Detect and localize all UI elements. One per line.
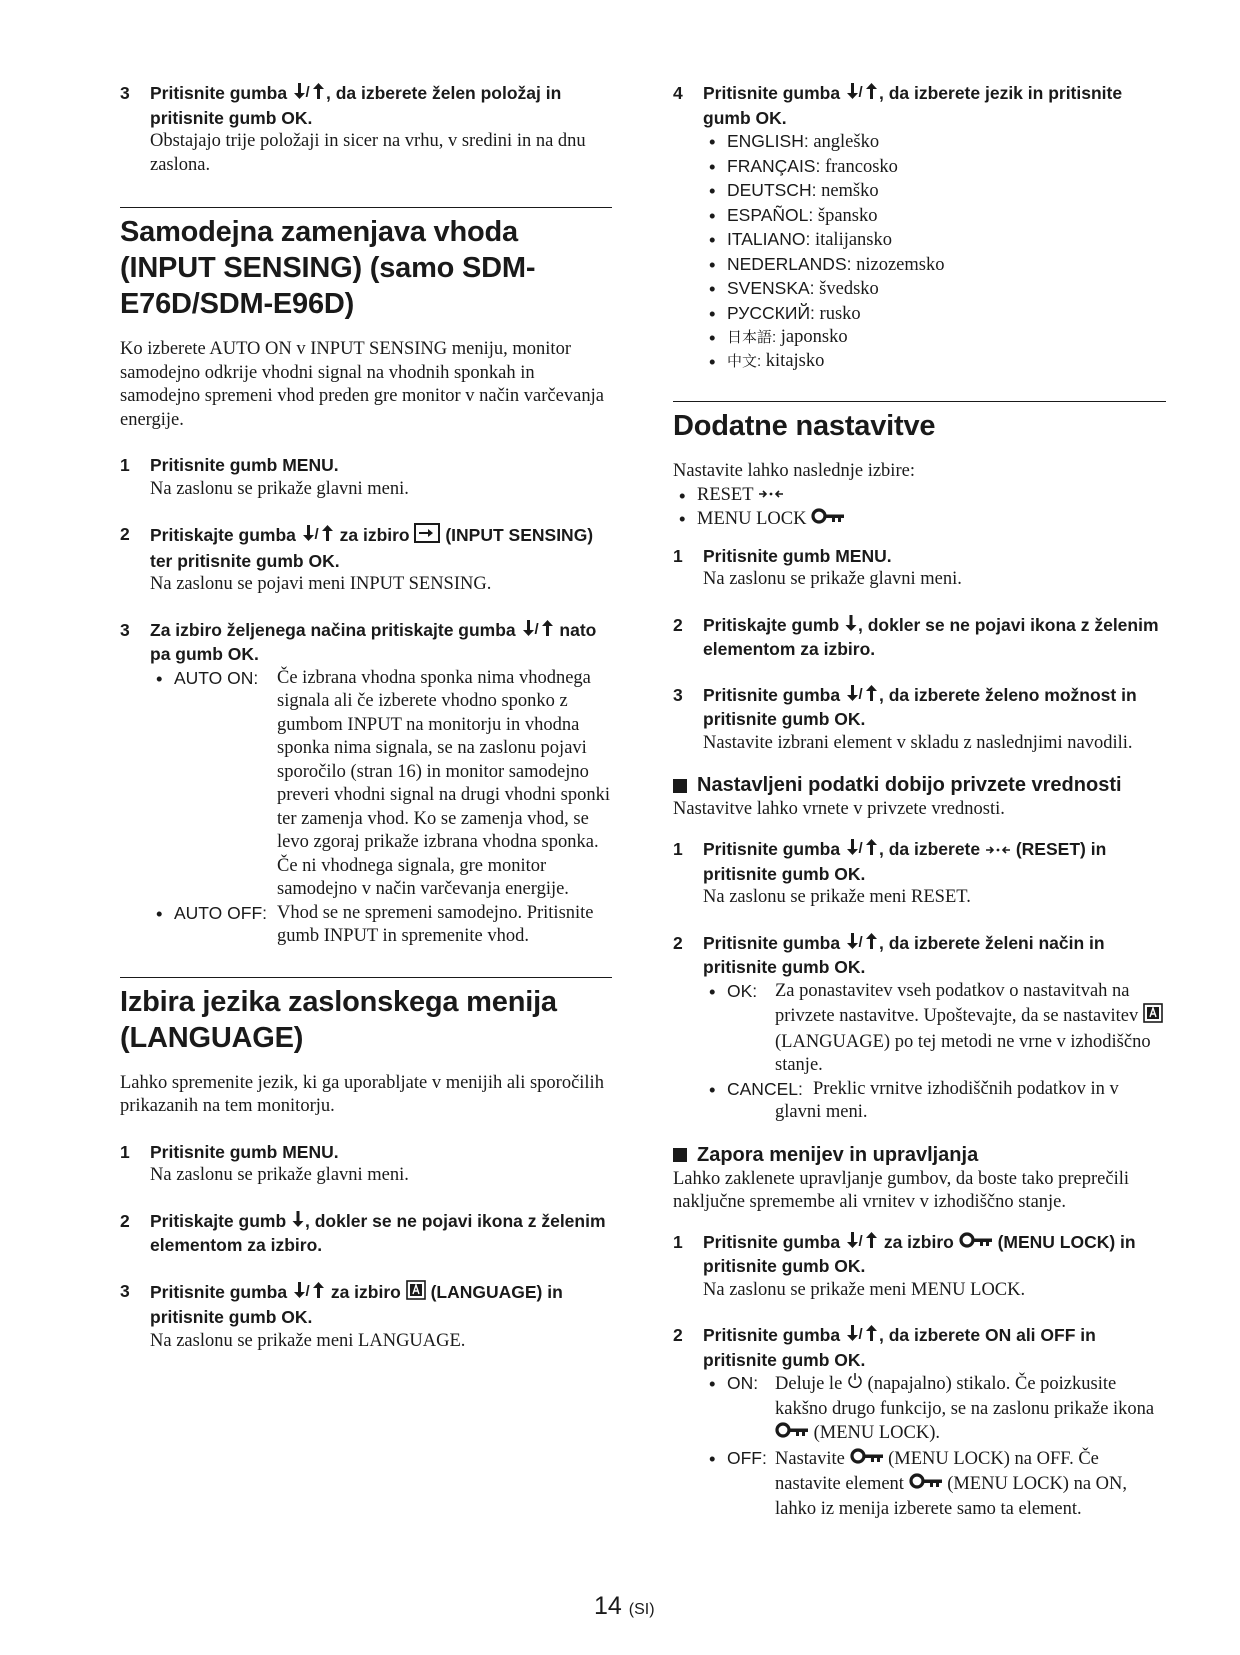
reset-icon xyxy=(985,839,1011,863)
down-up-arrows-icon xyxy=(845,838,879,863)
step-number: 1 xyxy=(673,838,683,859)
svg-text:/: / xyxy=(858,685,863,702)
additional-step-3 xyxy=(673,684,1166,756)
list-item: • AUTO ON: Če izbrana vhodna sponka nima vhodnega signala ali če izberete vhodno sponko z gumbom INPUT na monitorju in vhodna sponka nima signala, se na zaslonu pojavi sporočilo (stran 16) in monitor samodejno preveri vhodni signal na drugi vhodni sponki ter zamenja vhod. Ko se zamenja vhod, se levo zgoraj prikaže izbrana vhodna sponka. Če ni vhodnega signala, gre monitor samodejno v način varčevanja energije. xyxy=(156,667,610,900)
list-item: • 中文: kitajsko xyxy=(703,350,1166,374)
step-body: Na zaslonu se prikaže glavni meni. xyxy=(703,569,962,590)
reset-icon xyxy=(758,484,784,508)
list-item: • FRANÇAIS: francosko xyxy=(703,155,1166,180)
step-body: Obstajajo trije položaji in sicer na vrhu, v sredini in na dnu zaslona. xyxy=(150,131,586,175)
step-number: 2 xyxy=(120,524,130,545)
down-up-arrows-icon xyxy=(301,524,335,549)
svg-text:/: / xyxy=(858,1326,863,1343)
svg-text:/: / xyxy=(305,84,310,101)
step-number: 1 xyxy=(120,1141,130,1162)
down-up-arrows-icon xyxy=(845,1324,879,1349)
list-item: • ITALIANO: italijansko xyxy=(703,228,1166,253)
subsection-intro: Nastavitve lahko vrnete v privzete vrednosti. xyxy=(673,799,1005,820)
section-rule xyxy=(673,401,1166,402)
language-list xyxy=(703,130,1166,373)
step-number: 1 xyxy=(120,455,130,476)
subsection-heading-lock: Zapora menijev in upravljanja xyxy=(673,1143,1166,1168)
list-item: • 日本語: japonsko xyxy=(703,326,1166,350)
step-number: 2 xyxy=(120,1210,130,1231)
input-step-1 xyxy=(120,454,612,501)
svg-text:/: / xyxy=(314,526,319,543)
reset-step-1 xyxy=(673,838,1166,910)
svg-text:/: / xyxy=(305,1282,310,1299)
step-title: Pritisnite gumba / , da izberete želeni način in pritisnite gumb OK. xyxy=(703,932,1105,978)
step-number: 2 xyxy=(673,1325,683,1346)
position-step xyxy=(120,82,612,177)
section-intro: Lahko spremenite jezik, ki ga uporabljate v menijih ali sporočilih prikazanih na tem monitorju. xyxy=(120,1072,604,1117)
additional-step-2 xyxy=(673,614,1166,662)
step-title: Pritisnite gumba / za izbiro (LANGUAGE) in pritisnite gumb OK. xyxy=(150,1281,563,1328)
square-bullet-icon xyxy=(673,779,687,793)
subsection-intro: Lahko zaklenete upravljanje gumbov, da boste tako preprečili naključne spremembe ali vrnitev v izhodiščno stanje. xyxy=(673,1168,1129,1213)
step-number: 3 xyxy=(120,1280,130,1301)
list-item: • ESPAÑOL: špansko xyxy=(703,204,1166,229)
list-item: • SVENSKA: švedsko xyxy=(703,277,1166,302)
down-up-arrows-icon xyxy=(845,684,879,709)
language-step-3 xyxy=(120,1280,612,1354)
input-mode-options xyxy=(150,667,612,949)
step-title: Pritiskajte gumb , dokler se ne pojavi ikona z želenim elementom za izbiro. xyxy=(703,614,1159,660)
down-up-arrows-icon xyxy=(521,619,555,644)
language-step-4 xyxy=(673,82,1166,373)
input-step-2 xyxy=(120,523,612,597)
step-title: Pritisnite gumba / , da izberete ON ali OFF in pritisnite gumb OK. xyxy=(703,1325,1096,1370)
language-step-2 xyxy=(120,1210,612,1258)
list-item: • ON: Deluje le (napajalno) stikalo. Če poizkusite kakšno drugo funkcijo, se na zaslonu prikaže ikona (MENU LOCK). xyxy=(703,1372,1166,1447)
list-item: • RESET xyxy=(673,484,1166,508)
list-item: • РУССКИЙ: rusko xyxy=(703,302,1166,327)
step-number: 2 xyxy=(673,614,683,635)
step-number: 1 xyxy=(673,1231,683,1252)
additional-step-1 xyxy=(673,545,1166,592)
language-icon xyxy=(1143,1003,1163,1031)
input-step-3 xyxy=(120,619,612,949)
lock-options xyxy=(703,1372,1166,1521)
step-title: Pritiskajte gumb , dokler se ne pojavi ikona z želenim elementom za izbiro. xyxy=(150,1210,606,1256)
svg-text:/: / xyxy=(858,933,863,950)
step-body: Nastavite izbrani element v skladu z naslednjimi navodili. xyxy=(703,732,1133,753)
list-item: • OFF: Nastavite (MENU LOCK) na OFF. Če nastavite element (MENU LOCK) na ON, lahko iz menija izberete samo ta element. xyxy=(709,1447,1128,1519)
list-item: • MENU LOCK xyxy=(673,507,1166,533)
step-title: Pritisnite gumba / , da izberete želeno možnost in pritisnite gumb OK. xyxy=(703,684,1137,730)
key-lock-icon xyxy=(811,507,845,533)
list-item: • OK: Za ponastavitev vseh podatkov o nastavitvah na privzete nastavitve. Upoštevajte, da se nastavitev (LANGUAGE) po tej metodi ne vrne v izhodiščno stanje. xyxy=(703,980,1166,1078)
step-title: Pritisnite gumba / za izbiro (MENU LOCK) in pritisnite gumb OK. xyxy=(703,1231,1136,1277)
step-number: 2 xyxy=(673,932,683,953)
right-column xyxy=(673,82,1166,1543)
svg-text:/: / xyxy=(858,840,863,856)
list-item: • NEDERLANDS: nizozemsko xyxy=(703,253,1166,278)
step-body: Na zaslonu se prikaže glavni meni. xyxy=(150,478,409,499)
language-step-1 xyxy=(120,1141,612,1188)
down-up-arrows-icon xyxy=(845,82,879,107)
step-title: Pritisnite gumba / , da izberete želen položaj in pritisnite gumb OK. xyxy=(150,83,562,128)
step-title: Pritisnite gumba / , da izberete (RESET) in pritisnite gumb OK. xyxy=(703,838,1107,884)
reset-options xyxy=(703,980,1166,1125)
subsection-heading-reset: Nastavljeni podatki dobijo privzete vrednosti xyxy=(673,773,1166,798)
step-number: 4 xyxy=(673,83,683,103)
step-title: Pritisnite gumb MENU. xyxy=(703,545,892,566)
key-lock-icon xyxy=(850,1447,884,1473)
down-up-arrows-icon xyxy=(845,932,879,957)
svg-text:/: / xyxy=(858,1232,863,1249)
lock-step-1 xyxy=(673,1231,1166,1303)
step-body: Na zaslonu se pojavi meni INPUT SENSING. xyxy=(150,574,492,595)
step-body: Na zaslonu se prikaže meni MENU LOCK. xyxy=(703,1279,1026,1300)
section-heading-additional: Dodatne nastavitve xyxy=(673,410,936,443)
step-number: 3 xyxy=(120,619,130,640)
step-title: Pritisnite gumba / , da izberete jezik in pritisnite gumb OK. xyxy=(703,83,1123,128)
key-lock-icon xyxy=(959,1231,993,1256)
step-title: Pritisnite gumb MENU. xyxy=(150,1141,339,1162)
list-item: • AUTO OFF: Vhod se ne spremeni samodejno. Pritisnite gumb INPUT in spremenite vhod. xyxy=(156,902,594,947)
lock-step-2 xyxy=(673,1324,1166,1521)
step-number: 3 xyxy=(120,83,130,103)
key-lock-icon xyxy=(775,1421,809,1447)
down-up-arrows-icon xyxy=(292,1281,326,1306)
section-rule xyxy=(120,207,612,208)
down-arrow-icon xyxy=(291,1210,305,1235)
key-lock-icon xyxy=(909,1472,943,1498)
reset-step-2 xyxy=(673,932,1166,1125)
svg-text:/: / xyxy=(858,84,863,101)
square-bullet-icon xyxy=(673,1148,687,1162)
step-number: 3 xyxy=(673,684,683,705)
step-body: Na zaslonu se prikaže glavni meni. xyxy=(150,1165,409,1186)
list-item: • CANCEL: Preklic vrnitve izhodiščnih podatkov in v glavni meni. xyxy=(709,1078,1119,1123)
section-rule xyxy=(120,977,612,978)
section-heading-language: Izbira jezika zaslonskega menija (LANGUAGE) xyxy=(120,985,557,1054)
section-heading-input-sensing: Samodejna zamenjava vhoda (INPUT SENSING) (samo SDM-E76D/SDM-E96D) xyxy=(120,216,536,321)
list-item: • DEUTSCH: nemško xyxy=(703,179,1166,204)
left-column xyxy=(120,82,612,1375)
down-up-arrows-icon xyxy=(292,82,326,107)
svg-text:/: / xyxy=(534,620,539,637)
section-intro: Ko izberete AUTO ON v INPUT SENSING meniju, monitor samodejno odkrije vhodni signal na vhodnih sponkah in samodejno spremeni vhod preden gre monitor v način varčevanja energije. xyxy=(120,339,604,430)
input-sensing-icon xyxy=(414,523,440,550)
option-list xyxy=(673,484,1166,533)
language-icon xyxy=(406,1280,426,1307)
power-icon xyxy=(847,1372,863,1398)
down-up-arrows-icon xyxy=(845,1231,879,1256)
step-body: Na zaslonu se prikaže meni RESET. xyxy=(703,887,971,907)
step-title: Pritisnite gumb MENU. xyxy=(150,455,339,476)
down-arrow-icon xyxy=(844,614,858,639)
step-title: Za izbiro željenega načina pritiskajte gumba / nato pa gumb OK. xyxy=(150,619,597,665)
page-number: 14 (SI) xyxy=(594,1592,655,1620)
section-intro: Nastavite lahko naslednje izbire: xyxy=(673,461,915,482)
list-item: • ENGLISH: angleško xyxy=(703,130,1166,155)
step-number: 1 xyxy=(673,545,683,566)
step-title: Pritiskajte gumba / za izbiro (INPUT SENSING) ter pritisnite gumb OK. xyxy=(150,525,594,571)
step-body: Na zaslonu se prikaže meni LANGUAGE. xyxy=(150,1330,466,1351)
